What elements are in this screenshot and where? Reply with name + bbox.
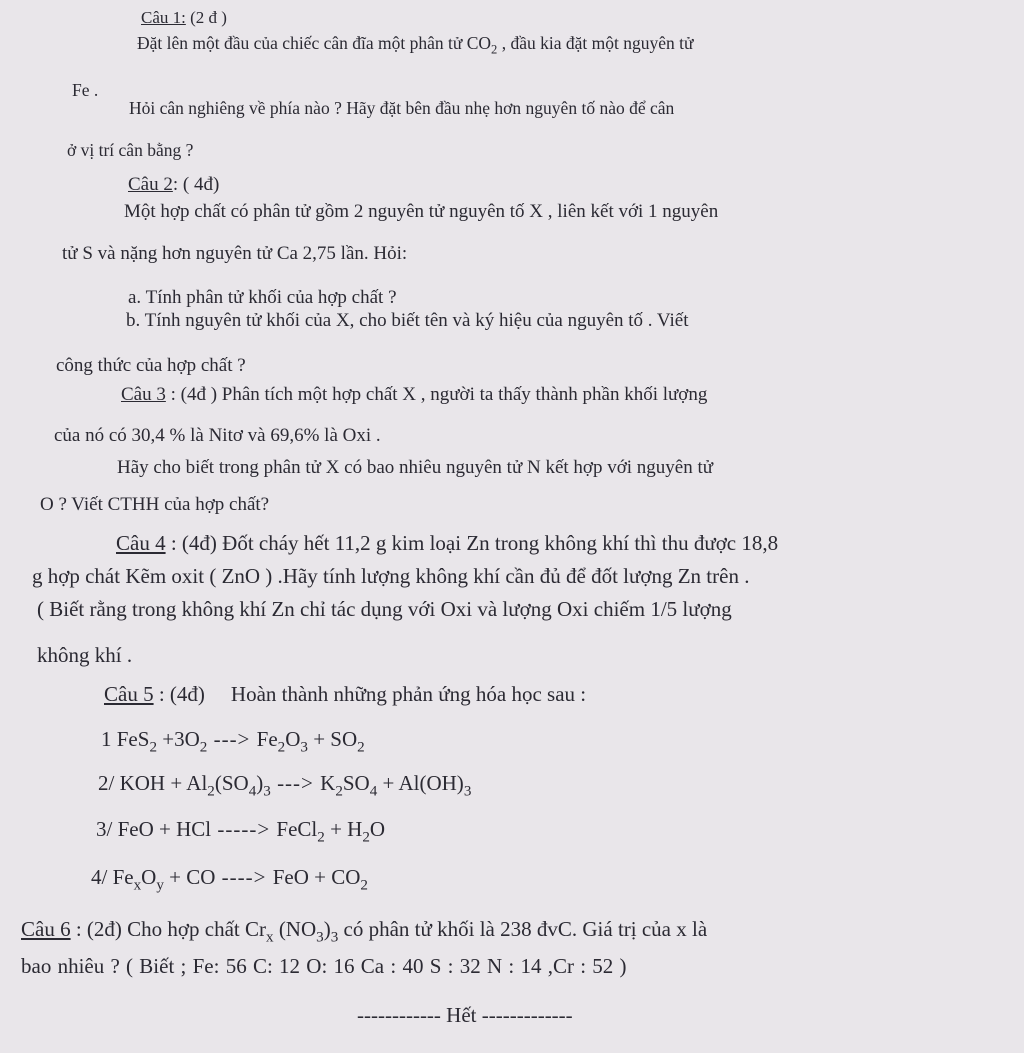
r1-b: +3O	[157, 727, 200, 751]
q4-line-4: không khí .	[37, 643, 133, 667]
reaction-2	[98, 771, 471, 800]
q3-line-4: O ? Viết CTHH của hợp chất?	[40, 494, 270, 515]
r3-b: FeCl	[276, 817, 318, 841]
q6-text-d: có phân tử khối là 238 đvC. Giá trị của x là	[338, 917, 708, 941]
r2-d: K	[320, 771, 336, 795]
r1-arrow: --->	[207, 727, 257, 751]
r1-c-sub: 2	[277, 739, 286, 756]
r2-a-sub: 2	[207, 783, 215, 800]
r4-d: FeO + CO	[272, 865, 361, 889]
r3-b-sub: 2	[317, 829, 325, 846]
end-text: Hết	[440, 1003, 482, 1027]
q5-heading	[104, 682, 586, 707]
r2-f-sub: 3	[463, 783, 472, 800]
r2-e: SO	[342, 771, 370, 795]
q5-instruction: Hoàn thành những phản ứng hóa học sau :	[230, 682, 587, 706]
q2-line-5: công thức của hợp chất ?	[56, 355, 246, 376]
r2-f: + Al(OH)	[377, 771, 464, 795]
q1-text-a: Đặt lên một đầu của chiếc cân đĩa một phân tử CO	[137, 33, 492, 53]
r1-e-sub: 2	[357, 739, 365, 756]
q4-line-1	[116, 531, 778, 556]
r2-e-sub: 4	[369, 783, 378, 800]
q1-title: Câu 1:	[141, 8, 186, 27]
q4-text: : (4đ) Đốt cháy hết 11,2 g kim loại Zn trong không khí thì thu được 18,8	[165, 531, 779, 555]
right-dashes: -------------	[481, 1003, 573, 1027]
q3-text: : (4đ ) Phân tích một hợp chất X , người ta thấy thành phần khối lượng	[165, 384, 708, 405]
q1-sub: 2	[491, 42, 498, 57]
r3-prefix: 3/	[96, 817, 118, 841]
q6-line-2: bao nhiêu ? ( Biết ; Fe: 56 C: 12 O: 16 Ca : 40 S : 32 N : 14 ,Cr : 52 )	[21, 954, 627, 978]
r4-c: + CO	[163, 865, 216, 889]
q6-text-c: )	[323, 917, 331, 941]
q3-title: Câu 3	[121, 384, 166, 405]
r4-a-sub: x	[133, 877, 142, 894]
q4-line-2: g hợp chát Kẽm oxit ( ZnO ) .Hãy tính lượng không khí cần đủ để đốt lượng Zn trên .	[32, 564, 750, 588]
q5-title: Câu 5	[104, 682, 154, 706]
r2-prefix: 2/	[98, 771, 120, 795]
q2-line-2: tử S và nặng hơn nguyên tử Ca 2,75 lần. Hỏi:	[62, 243, 408, 264]
q2-line-4: b. Tính nguyên tử khối của X, cho biết tên và ký hiệu của nguyên tố . Viết	[126, 310, 689, 331]
r4-a: Fe	[112, 865, 134, 889]
r1-a: FeS	[116, 727, 150, 751]
r1-b-sub: 2	[199, 739, 208, 756]
q1-line-1	[137, 33, 693, 57]
r4-b: O	[141, 865, 157, 889]
q3-line-2: của nó có 30,4 % là Nitơ và 69,6% là Oxi .	[54, 425, 381, 446]
r2-b-sub: 4	[248, 783, 257, 800]
q6-sub-3: 3	[330, 929, 339, 946]
r1-d-sub: 3	[300, 739, 308, 756]
q4-line-3: ( Biết rằng trong không khí Zn chỉ tác dụng với Oxi và lượng Oxi chiếm 1/5 lượng	[37, 597, 732, 621]
reaction-3	[96, 817, 385, 846]
q6-title: Câu 6	[21, 917, 71, 941]
q6-text-a: : (2đ) Cho hợp chất Cr	[70, 917, 266, 941]
reaction-1	[101, 727, 365, 756]
r3-c: + H	[324, 817, 363, 841]
r4-b-sub: y	[156, 877, 164, 894]
q6-text-b: (NO	[273, 917, 317, 941]
r4-arrow: ---->	[215, 865, 273, 889]
q6-sub-2: 3	[316, 929, 324, 946]
r2-arrow: --->	[270, 771, 321, 795]
end-marker	[357, 1003, 573, 1028]
r2-b: (SO	[214, 771, 249, 795]
r2-c: )	[256, 771, 264, 795]
q1-text-b: , đầu kia đặt một nguyên tử	[497, 33, 694, 53]
r2-d-sub: 2	[335, 783, 343, 800]
reaction-4	[91, 865, 368, 894]
q1-heading	[141, 8, 227, 28]
q1-line-3: Hỏi cân nghiêng về phía nào ? Hãy đặt bên đầu nhẹ hơn nguyên tố nào để cân	[129, 98, 675, 118]
q6-line-1	[21, 917, 707, 946]
q3-line-3: Hãy cho biết trong phân tử X có bao nhiêu nguyên tử N kết hợp với nguyên tử	[117, 457, 714, 478]
r3-a: FeO + HCl	[117, 817, 212, 841]
q1-points: (2 đ )	[185, 8, 227, 27]
r3-arrow: ----->	[211, 817, 277, 841]
q6-sub-1: x	[266, 929, 274, 946]
q2-line-1: Một hợp chất có phân tử gồm 2 nguyên tử nguyên tố X , liên kết với 1 nguyên	[124, 201, 719, 222]
r1-c: Fe	[256, 727, 278, 751]
q5-points: : (4đ)	[153, 682, 205, 706]
r1-d: O	[285, 727, 301, 751]
r3-c-sub: 2	[362, 829, 370, 846]
q3-line-1	[121, 384, 707, 406]
r1-prefix: 1	[101, 727, 117, 751]
r2-a: KOH + Al	[119, 771, 208, 795]
q4-title: Câu 4	[116, 531, 166, 555]
r1-a-sub: 2	[149, 739, 157, 756]
q1-line-4: ở vị trí cân bằng ?	[67, 140, 194, 160]
r1-e: + SO	[307, 727, 358, 751]
r4-d-sub: 2	[360, 877, 368, 894]
r3-d: O	[369, 817, 386, 841]
q2-heading	[128, 174, 219, 196]
q2-title: Câu 2	[128, 174, 173, 195]
r2-c-sub: 3	[263, 783, 271, 800]
r4-prefix: 4/	[91, 865, 113, 889]
q2-line-3: a. Tính phân tử khối của hợp chất ?	[128, 287, 397, 308]
q2-points: : ( 4đ)	[172, 174, 220, 195]
left-dashes: ------------	[357, 1003, 441, 1027]
q1-line-2: Fe .	[72, 80, 99, 100]
